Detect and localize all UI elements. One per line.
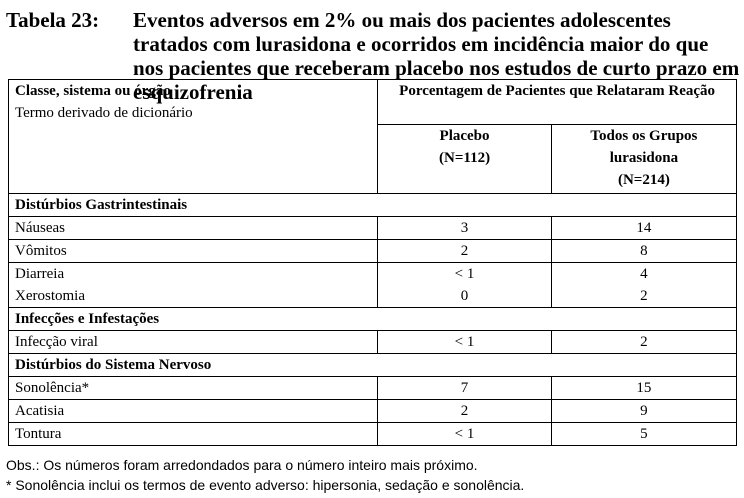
placebo-cell: < 1 xyxy=(378,423,552,446)
section-row xyxy=(9,308,737,331)
lurasidona-cell: 9 xyxy=(551,400,736,423)
lurasidona-cell: 5 xyxy=(551,423,736,446)
section-name: Distúrbios Gastrintestinais xyxy=(9,194,737,217)
term-cell: Vômitos xyxy=(9,240,378,263)
header-class-system: Classe, sistema ou órgão xyxy=(15,83,171,99)
lurasidona-cell: 2 xyxy=(551,285,736,308)
section-name: Distúrbios do Sistema Nervoso xyxy=(9,354,737,377)
table-row xyxy=(9,423,737,446)
table-row xyxy=(9,263,737,286)
placebo-cell: 2 xyxy=(378,240,552,263)
section-row xyxy=(9,354,737,377)
header-placebo: Placebo xyxy=(439,128,490,144)
lurasidona-cell: 8 xyxy=(551,240,736,263)
term-cell: Sonolência* xyxy=(9,377,378,400)
footnote-obs: Obs.: Os números foram arredondados para o número inteiro mais próximo. xyxy=(6,457,478,473)
section-row xyxy=(9,194,737,217)
placebo-cell: < 1 xyxy=(378,263,552,286)
section-name: Infecções e Infestações xyxy=(9,308,737,331)
table-row xyxy=(9,240,737,263)
table-row xyxy=(9,217,737,240)
header-lurasidona-line1: Todos os Grupos xyxy=(590,128,698,144)
header-lurasidona-n: (N=214) xyxy=(617,172,670,188)
term-cell: Xerostomia xyxy=(9,285,378,308)
placebo-cell: 2 xyxy=(378,400,552,423)
placebo-cell: < 1 xyxy=(378,331,552,354)
term-cell: Acatisia xyxy=(9,400,378,423)
term-cell: Tontura xyxy=(9,423,378,446)
header-placebo-n: (N=112) xyxy=(439,150,491,166)
placebo-cell: 3 xyxy=(378,217,552,240)
term-cell: Diarreia xyxy=(9,263,378,286)
header-percentage-group: Porcentagem de Pacientes que Relataram Reação xyxy=(378,80,737,125)
table-row xyxy=(9,377,737,400)
lurasidona-cell: 14 xyxy=(551,217,736,240)
header-placebo-cell xyxy=(378,125,552,194)
table-title-text: Eventos adversos em 2% ou mais dos pacientes adolescentes tratados com lurasidona e ocorridos em incidência maior do que nos pacientes que receberam placebo nos estudos de curto prazo em esquizofrenia xyxy=(133,8,740,104)
lurasidona-cell: 2 xyxy=(551,331,736,354)
lurasidona-cell: 4 xyxy=(551,263,736,286)
header-lurasidona-line2: lurasidona xyxy=(609,150,679,166)
table-row xyxy=(9,331,737,354)
placebo-cell: 0 xyxy=(378,285,552,308)
header-row-1 xyxy=(9,80,737,125)
table-row xyxy=(9,285,737,308)
table-title-label: Tabela 23: xyxy=(6,8,100,32)
term-cell: Náuseas xyxy=(9,217,378,240)
lurasidona-cell: 15 xyxy=(551,377,736,400)
term-cell: Infecção viral xyxy=(9,331,378,354)
table-row xyxy=(9,400,737,423)
header-class-system-cell xyxy=(9,80,378,194)
adverse-events-table xyxy=(8,79,737,446)
footnote-somnolence: * Sonolência inclui os termos de evento adverso: hipersonia, sedação e sonolência. xyxy=(6,477,525,493)
header-lurasidona-cell xyxy=(551,125,736,194)
header-dictionary-term: Termo derivado de dicionário xyxy=(15,105,193,121)
placebo-cell: 7 xyxy=(378,377,552,400)
